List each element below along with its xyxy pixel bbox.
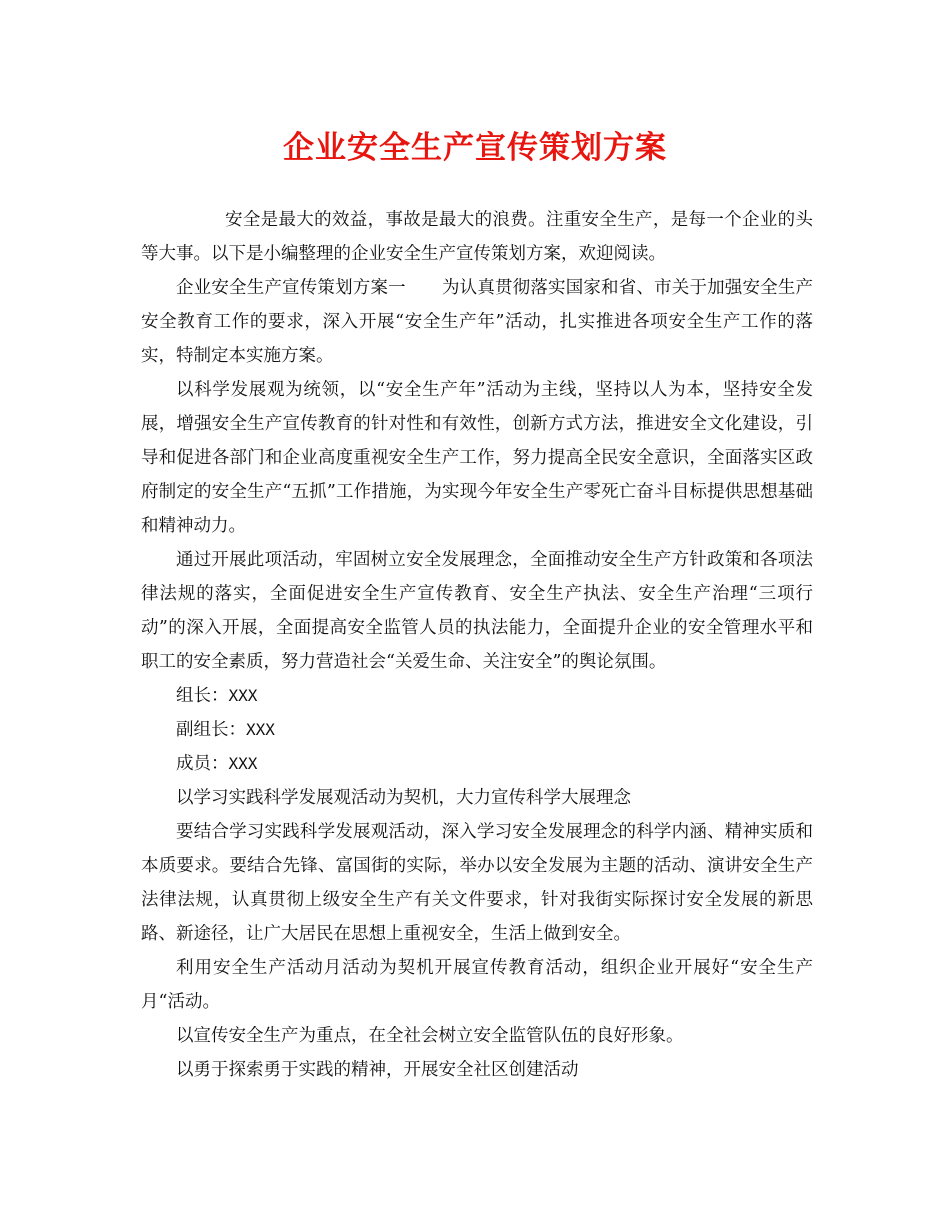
deputy-label: 副组长： — [176, 720, 246, 740]
community-paragraph: 以勇于探索勇于实践的精神，开展安全社区创建活动 — [176, 1060, 579, 1080]
member-line — [141, 747, 813, 781]
safety-month-paragraph: 利用安全生产活动月活动为契机开展宣传教育活动，组织企业开展好“安全生产月“活动。 — [141, 958, 813, 1012]
plan-intro-text: 为认真贯彻落实国家和省、市关于加强安全生产安全教育工作的要求，深入开展“安全生产年”活动，扎实推进各项安全生产工作的落实，特制定本实施方案。 — [141, 278, 814, 366]
leader-value: XXX — [228, 686, 258, 705]
section-heading-1: 以学习实践科学发展观活动为契机，大力宣传科学大展理念 — [176, 788, 631, 808]
member-label: 成员： — [176, 754, 229, 774]
document-body — [141, 203, 813, 1087]
leader-line — [141, 679, 813, 713]
document-title: 企业安全生产宣传策划方案 — [283, 130, 667, 166]
goals-paragraph: 通过开展此项活动，牢固树立安全发展理念，全面推动安全生产方针政策和各项法律法规的落实，全面促进安全生产宣传教育、安全生产执法、安全生产治理“三项行动”的深入开展，全面提高安全监管人员的执法能力，全面提升企业的安全管理水平和职工的安全素质，努力营造社会“关爱生命、关注安全”的舆论氛围。 — [141, 550, 813, 672]
member-value: XXX — [228, 754, 258, 773]
deputy-value: XXX — [246, 720, 275, 739]
plan-intro-paragraph — [141, 271, 813, 373]
study-practice-paragraph: 要结合学习实践科学发展观活动，深入学习安全发展理念的科学内涵、精神实质和本质要求。要结合先锋、富国街的实际，举办以安全发展为主题的活动、演讲安全生产法律法规，认真贯彻上级安全生产有关文件要求，针对我街实际探讨安全发展的新思路、新途径，让广大居民在思想上重视安全，生活上做到安全。 — [141, 822, 813, 944]
deputy-line — [141, 713, 813, 747]
intro-paragraph: 安全是最大的效益，事故是最大的浪费。注重安全生产，是每一个企业的头等大事。以下是小编整理的企业安全生产宣传策划方案，欢迎阅读。 — [141, 210, 813, 264]
publicity-paragraph: 以宣传安全生产为重点，在全社会树立安全监管队伍的良好形象。 — [176, 1026, 684, 1046]
plan-heading: 企业安全生产宣传策划方案一 — [176, 278, 406, 298]
leader-label: 组长： — [176, 686, 229, 706]
guiding-principle-paragraph: 以科学发展观为统领，以“安全生产年”活动为主线，坚持以人为本，坚持安全发展，增强安全生产宣传教育的针对性和有效性，创新方式方法，推进安全文化建设，引导和促进各部门和企业高度重视安全生产工作，努力提高全民安全意识，全面落实区政府制定的安全生产“五抓”工作措施，为实现今年安全生产零死亡奋斗目标提供思想基础和精神动力。 — [141, 380, 813, 536]
